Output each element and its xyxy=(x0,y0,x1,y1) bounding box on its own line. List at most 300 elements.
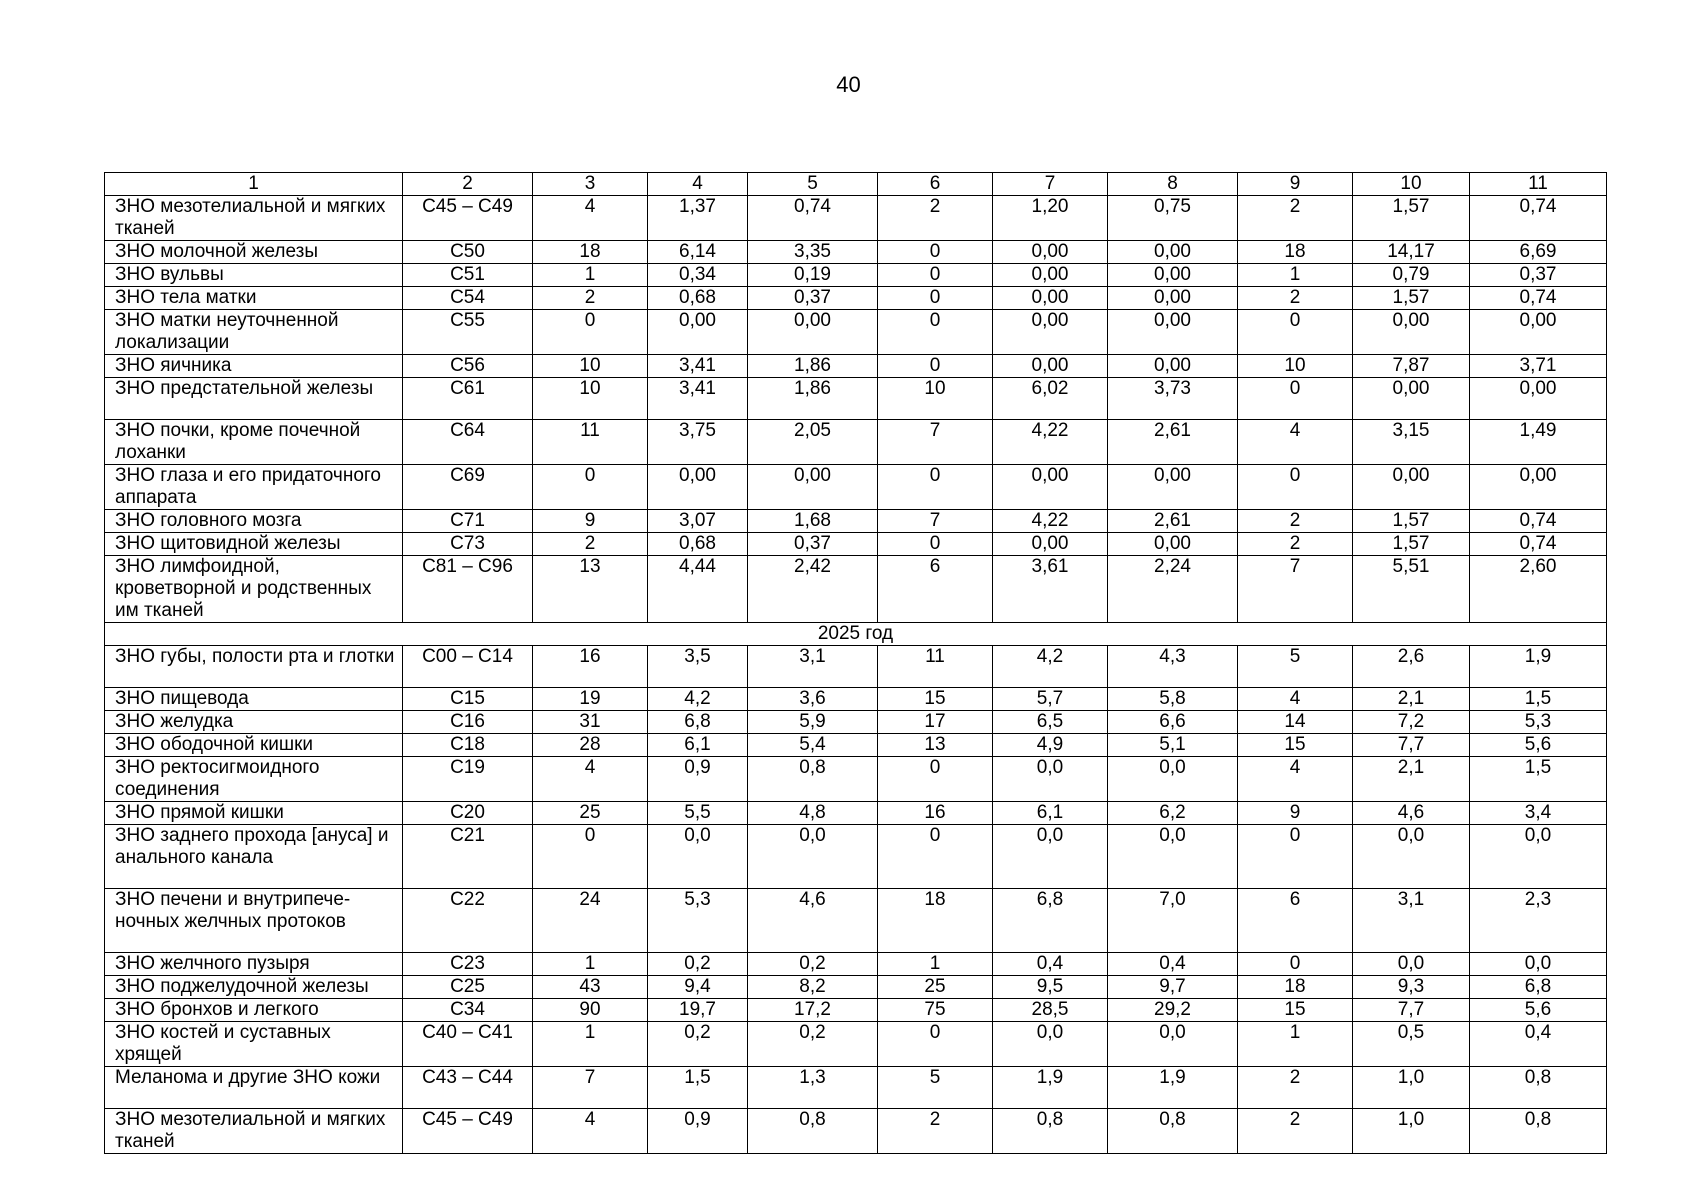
table-cell: 3,75 xyxy=(648,420,748,465)
table-cell: 9,3 xyxy=(1353,976,1470,999)
table-cell: 0,0 xyxy=(1108,757,1238,802)
table-cell: 2 xyxy=(1238,533,1353,556)
table-cell: 2 xyxy=(1238,287,1353,310)
header-cell: 8 xyxy=(1108,173,1238,196)
table-cell: 0,00 xyxy=(993,310,1108,355)
table-cell: 1,5 xyxy=(1470,688,1607,711)
table-cell: 4 xyxy=(1238,688,1353,711)
table-cell: 0,0 xyxy=(1353,825,1470,889)
table-cell: 4,6 xyxy=(748,889,878,953)
table-cell: 0,8 xyxy=(993,1109,1108,1154)
row-name-cell: ЗНО мезотелиальной и мягких тканей xyxy=(105,196,403,241)
table-cell: 1,86 xyxy=(748,378,878,420)
table-row xyxy=(105,420,1607,465)
table-cell: 1 xyxy=(533,1022,648,1067)
table-cell: С21 xyxy=(403,825,533,889)
table-cell: 16 xyxy=(878,802,993,825)
table-cell: 18 xyxy=(533,241,648,264)
table-cell: 7,2 xyxy=(1353,711,1470,734)
table-cell: 3,35 xyxy=(748,241,878,264)
table-cell: 0,8 xyxy=(748,1109,878,1154)
table-cell: 1 xyxy=(878,953,993,976)
table-row xyxy=(105,757,1607,802)
table-cell: 0,0 xyxy=(1470,953,1607,976)
table-row xyxy=(105,510,1607,533)
table-cell: 2,6 xyxy=(1353,646,1470,688)
table-cell: 1,9 xyxy=(1108,1067,1238,1109)
table-cell: 11 xyxy=(533,420,648,465)
table-cell: 1 xyxy=(533,264,648,287)
table-cell: 1,68 xyxy=(748,510,878,533)
table-cell: 4,3 xyxy=(1108,646,1238,688)
table-cell: 0 xyxy=(878,533,993,556)
table-cell: 5,3 xyxy=(648,889,748,953)
table-cell: 2,60 xyxy=(1470,556,1607,623)
table-cell: 1,57 xyxy=(1353,196,1470,241)
table-cell: 2,05 xyxy=(748,420,878,465)
table-cell: С64 xyxy=(403,420,533,465)
table-cell: 0,4 xyxy=(993,953,1108,976)
table-cell: 0 xyxy=(1238,953,1353,976)
table-cell: 9,4 xyxy=(648,976,748,999)
table-cell: 4,44 xyxy=(648,556,748,623)
table-cell: 5,7 xyxy=(993,688,1108,711)
header-cell: 1 xyxy=(105,173,403,196)
table-cell: 0,00 xyxy=(993,264,1108,287)
table-cell: 0,0 xyxy=(993,825,1108,889)
table-cell: 0,9 xyxy=(648,757,748,802)
table-cell: 0 xyxy=(878,465,993,510)
table-cell: 7 xyxy=(1238,556,1353,623)
table-cell: 0 xyxy=(878,310,993,355)
table-cell: 7,0 xyxy=(1108,889,1238,953)
table-cell: 0,00 xyxy=(993,241,1108,264)
table-cell: 0,2 xyxy=(648,953,748,976)
table-cell: 5,3 xyxy=(1470,711,1607,734)
row-name-cell: ЗНО заднего прохода [ануса] и анального канала xyxy=(105,825,403,889)
table-cell: 0,0 xyxy=(1353,953,1470,976)
row-name-cell: ЗНО ректосигмоидного соединения xyxy=(105,757,403,802)
table-cell: 3,6 xyxy=(748,688,878,711)
table-row xyxy=(105,953,1607,976)
row-name-cell: ЗНО желчного пузыря xyxy=(105,953,403,976)
table-cell: 1,86 xyxy=(748,355,878,378)
table-cell: 3,07 xyxy=(648,510,748,533)
table-cell: 18 xyxy=(1238,241,1353,264)
table-cell: 0,00 xyxy=(1353,310,1470,355)
table-cell: 0,74 xyxy=(1470,510,1607,533)
table-cell: 7,7 xyxy=(1353,734,1470,757)
table-cell: 6,1 xyxy=(648,734,748,757)
table-cell: 0,0 xyxy=(648,825,748,889)
table-cell: С15 xyxy=(403,688,533,711)
table-cell: 6,1 xyxy=(993,802,1108,825)
table-cell: С40 – С41 xyxy=(403,1022,533,1067)
table-cell: 4 xyxy=(533,1109,648,1154)
table-cell: 2,61 xyxy=(1108,510,1238,533)
row-name-cell: ЗНО ободочной кишки xyxy=(105,734,403,757)
table-cell: 0,74 xyxy=(1470,196,1607,241)
table-row xyxy=(105,889,1607,953)
table-cell: 25 xyxy=(533,802,648,825)
row-name-cell: ЗНО печени и внутрипече-ночных желчных протоков xyxy=(105,889,403,953)
table-cell: 28 xyxy=(533,734,648,757)
table-cell: С25 xyxy=(403,976,533,999)
table-row xyxy=(105,287,1607,310)
table-cell: 6,8 xyxy=(1470,976,1607,999)
table-cell: 2,42 xyxy=(748,556,878,623)
table-cell: 0,00 xyxy=(1108,241,1238,264)
table-row xyxy=(105,465,1607,510)
table-cell: 2 xyxy=(533,533,648,556)
table-cell: С00 – С14 xyxy=(403,646,533,688)
table-cell: 0,34 xyxy=(648,264,748,287)
table-cell: 0 xyxy=(878,355,993,378)
table-cell: 9,7 xyxy=(1108,976,1238,999)
table-cell: 0,8 xyxy=(1108,1109,1238,1154)
table-cell: С19 xyxy=(403,757,533,802)
table-cell: 5,51 xyxy=(1353,556,1470,623)
table-cell: 10 xyxy=(533,378,648,420)
table-cell: 7,87 xyxy=(1353,355,1470,378)
header-cell: 9 xyxy=(1238,173,1353,196)
table-cell: 3,1 xyxy=(1353,889,1470,953)
table-cell: 19 xyxy=(533,688,648,711)
row-name-cell: ЗНО щитовидной железы xyxy=(105,533,403,556)
row-name-cell: ЗНО глаза и его придаточного аппарата xyxy=(105,465,403,510)
table-cell: 0,00 xyxy=(1353,465,1470,510)
table-cell: 3,61 xyxy=(993,556,1108,623)
table-cell: 8,2 xyxy=(748,976,878,999)
table-cell: С45 – С49 xyxy=(403,1109,533,1154)
table-cell: 1,5 xyxy=(648,1067,748,1109)
table-cell: 0,00 xyxy=(993,465,1108,510)
table-cell: 0 xyxy=(878,241,993,264)
table-cell: 0,4 xyxy=(1470,1022,1607,1067)
table-cell: 0,00 xyxy=(1470,310,1607,355)
table-cell: 0,9 xyxy=(648,1109,748,1154)
table-row xyxy=(105,196,1607,241)
table-cell: 0,00 xyxy=(993,355,1108,378)
table-cell: 15 xyxy=(1238,734,1353,757)
table-cell: 18 xyxy=(878,889,993,953)
table-cell: 75 xyxy=(878,999,993,1022)
table-cell: 31 xyxy=(533,711,648,734)
table-cell: 4,22 xyxy=(993,510,1108,533)
table-cell: 5,9 xyxy=(748,711,878,734)
table-cell: 0,00 xyxy=(1108,264,1238,287)
table-cell: 0,00 xyxy=(1470,465,1607,510)
table-cell: 14 xyxy=(1238,711,1353,734)
table-cell: 4,6 xyxy=(1353,802,1470,825)
table-cell: 0,00 xyxy=(1108,310,1238,355)
table-cell: 2,3 xyxy=(1470,889,1607,953)
table-cell: 10 xyxy=(878,378,993,420)
table-cell: 1,0 xyxy=(1353,1109,1470,1154)
table-row xyxy=(105,355,1607,378)
table-cell: 0,00 xyxy=(648,310,748,355)
table-cell: С50 xyxy=(403,241,533,264)
table-cell: 0,79 xyxy=(1353,264,1470,287)
table-cell: 2 xyxy=(1238,1067,1353,1109)
table-cell: 17 xyxy=(878,711,993,734)
table-row xyxy=(105,556,1607,623)
table-cell: 0,00 xyxy=(1108,287,1238,310)
table-cell: С69 xyxy=(403,465,533,510)
table-cell: 4,22 xyxy=(993,420,1108,465)
row-name-cell: Меланома и другие ЗНО кожи xyxy=(105,1067,403,1109)
table-cell: 1,9 xyxy=(1470,646,1607,688)
table-row xyxy=(105,825,1607,889)
table-cell: 6,2 xyxy=(1108,802,1238,825)
table-cell: С54 xyxy=(403,287,533,310)
header-cell: 11 xyxy=(1470,173,1607,196)
table-cell: 2,1 xyxy=(1353,757,1470,802)
table-cell: С51 xyxy=(403,264,533,287)
table-cell: 0,19 xyxy=(748,264,878,287)
row-name-cell: ЗНО головного мозга xyxy=(105,510,403,533)
table-cell: 11 xyxy=(878,646,993,688)
section-label: 2025 год xyxy=(105,623,1607,646)
table-cell: 4 xyxy=(1238,420,1353,465)
table-cell: 0,0 xyxy=(1470,825,1607,889)
table-cell: 13 xyxy=(878,734,993,757)
table-cell: 0,5 xyxy=(1353,1022,1470,1067)
table-cell: 4 xyxy=(533,757,648,802)
table-cell: 0,75 xyxy=(1108,196,1238,241)
row-name-cell: ЗНО поджелудочной железы xyxy=(105,976,403,999)
table-cell: 0 xyxy=(1238,378,1353,420)
table-cell: 0 xyxy=(533,825,648,889)
table-cell: 3,41 xyxy=(648,378,748,420)
table-cell: 6,02 xyxy=(993,378,1108,420)
table-cell: 6 xyxy=(1238,889,1353,953)
table-cell: 0,74 xyxy=(1470,533,1607,556)
table-cell: 1,49 xyxy=(1470,420,1607,465)
table-cell: 6,6 xyxy=(1108,711,1238,734)
table-row xyxy=(105,1109,1607,1154)
table-cell: 17,2 xyxy=(748,999,878,1022)
table-cell: С71 xyxy=(403,510,533,533)
table-row xyxy=(105,533,1607,556)
header-row xyxy=(105,173,1607,196)
table-cell: 0,8 xyxy=(1470,1067,1607,1109)
table-cell: 6,14 xyxy=(648,241,748,264)
table-cell: 0,8 xyxy=(1470,1109,1607,1154)
table-cell: 1,3 xyxy=(748,1067,878,1109)
table-cell: 5,8 xyxy=(1108,688,1238,711)
table-cell: С22 xyxy=(403,889,533,953)
row-name-cell: ЗНО яичника xyxy=(105,355,403,378)
table-cell: 3,1 xyxy=(748,646,878,688)
table-cell: 9 xyxy=(533,510,648,533)
table-cell: 0 xyxy=(533,465,648,510)
header-cell: 3 xyxy=(533,173,648,196)
table-cell: 0,00 xyxy=(1470,378,1607,420)
table-cell: 5,6 xyxy=(1470,734,1607,757)
table-cell: 0,0 xyxy=(993,757,1108,802)
table-cell: 0,68 xyxy=(648,533,748,556)
table-cell: 0,00 xyxy=(748,310,878,355)
table-cell: С43 – С44 xyxy=(403,1067,533,1109)
row-name-cell: ЗНО матки неуточненной локализации xyxy=(105,310,403,355)
table-cell: 6,5 xyxy=(993,711,1108,734)
table-cell: 0,2 xyxy=(748,953,878,976)
table-cell: 0,00 xyxy=(1108,465,1238,510)
row-name-cell: ЗНО губы, полости рта и глотки xyxy=(105,646,403,688)
table-cell: 0,0 xyxy=(1108,1022,1238,1067)
row-name-cell: ЗНО пищевода xyxy=(105,688,403,711)
table-cell: 1,5 xyxy=(1470,757,1607,802)
row-name-cell: ЗНО вульвы xyxy=(105,264,403,287)
table-cell: 0,37 xyxy=(1470,264,1607,287)
section-row xyxy=(105,623,1607,646)
table-cell: 0,00 xyxy=(648,465,748,510)
table-cell: 2 xyxy=(1238,196,1353,241)
table-cell: 0,74 xyxy=(748,196,878,241)
table-cell: 0 xyxy=(1238,825,1353,889)
table-cell: 3,15 xyxy=(1353,420,1470,465)
table-row xyxy=(105,802,1607,825)
table-cell: С18 xyxy=(403,734,533,757)
table-cell: 1,20 xyxy=(993,196,1108,241)
table-cell: 9,5 xyxy=(993,976,1108,999)
table-cell: 3,41 xyxy=(648,355,748,378)
table-cell: 4,8 xyxy=(748,802,878,825)
table-cell: 0,0 xyxy=(1108,825,1238,889)
table-cell: 3,5 xyxy=(648,646,748,688)
table-cell: 5,1 xyxy=(1108,734,1238,757)
header-cell: 10 xyxy=(1353,173,1470,196)
table-cell: 0 xyxy=(1238,465,1353,510)
table-cell: 10 xyxy=(533,355,648,378)
table-cell: 0,37 xyxy=(748,533,878,556)
table-cell: 2 xyxy=(878,196,993,241)
table-cell: 4 xyxy=(1238,757,1353,802)
table-cell: 0,2 xyxy=(648,1022,748,1067)
table-cell: 19,7 xyxy=(648,999,748,1022)
row-name-cell: ЗНО тела матки xyxy=(105,287,403,310)
table-cell: 15 xyxy=(878,688,993,711)
row-name-cell: ЗНО желудка xyxy=(105,711,403,734)
table-row xyxy=(105,264,1607,287)
table-cell: 4,2 xyxy=(648,688,748,711)
header-cell: 5 xyxy=(748,173,878,196)
table-cell: 0,0 xyxy=(993,1022,1108,1067)
table-cell: 5,6 xyxy=(1470,999,1607,1022)
table-row xyxy=(105,1067,1607,1109)
table-cell: 25 xyxy=(878,976,993,999)
table-cell: 2 xyxy=(1238,1109,1353,1154)
header-cell: 4 xyxy=(648,173,748,196)
table-row xyxy=(105,378,1607,420)
row-name-cell: ЗНО прямой кишки xyxy=(105,802,403,825)
table-cell: 0,68 xyxy=(648,287,748,310)
table-cell: 1 xyxy=(1238,264,1353,287)
table-cell: С45 – С49 xyxy=(403,196,533,241)
table-cell: 16 xyxy=(533,646,648,688)
table-cell: С73 xyxy=(403,533,533,556)
table-cell: 28,5 xyxy=(993,999,1108,1022)
table-row xyxy=(105,310,1607,355)
table-cell: 4,2 xyxy=(993,646,1108,688)
table-cell: 5 xyxy=(878,1067,993,1109)
statistics-table xyxy=(104,172,1607,1154)
table-cell: 10 xyxy=(1238,355,1353,378)
row-name-cell: ЗНО лимфоидной, кроветворной и родственных им тканей xyxy=(105,556,403,623)
table-cell: 18 xyxy=(1238,976,1353,999)
table-cell: 13 xyxy=(533,556,648,623)
table-cell: С56 xyxy=(403,355,533,378)
table-cell: 3,71 xyxy=(1470,355,1607,378)
table-cell: С34 xyxy=(403,999,533,1022)
header-cell: 2 xyxy=(403,173,533,196)
table-cell: С20 xyxy=(403,802,533,825)
table-cell: 1 xyxy=(1238,1022,1353,1067)
table-cell: 2,24 xyxy=(1108,556,1238,623)
table-cell: 2 xyxy=(1238,510,1353,533)
table-cell: 6,8 xyxy=(993,889,1108,953)
table-cell: 2,61 xyxy=(1108,420,1238,465)
table-cell: 0 xyxy=(1238,310,1353,355)
table-cell: С23 xyxy=(403,953,533,976)
row-name-cell: ЗНО молочной железы xyxy=(105,241,403,264)
table-cell: 24 xyxy=(533,889,648,953)
table-cell: 0,2 xyxy=(748,1022,878,1067)
table-cell: 0,4 xyxy=(1108,953,1238,976)
table-cell: 1,57 xyxy=(1353,287,1470,310)
table-row xyxy=(105,646,1607,688)
table-cell: 4 xyxy=(533,196,648,241)
table-cell: 43 xyxy=(533,976,648,999)
page-number: 40 xyxy=(836,72,861,97)
table-cell: 1,0 xyxy=(1353,1067,1470,1109)
table-cell: С55 xyxy=(403,310,533,355)
table-cell: 0,74 xyxy=(1470,287,1607,310)
table-cell: 90 xyxy=(533,999,648,1022)
table-cell: 0 xyxy=(878,264,993,287)
table-cell: 7 xyxy=(533,1067,648,1109)
table-cell: 0,00 xyxy=(993,533,1108,556)
table-cell: 3,4 xyxy=(1470,802,1607,825)
table-cell: 7 xyxy=(878,420,993,465)
table-cell: 0,00 xyxy=(993,287,1108,310)
table-cell: 0,00 xyxy=(1108,355,1238,378)
table-cell: 2 xyxy=(878,1109,993,1154)
table-cell: 9 xyxy=(1238,802,1353,825)
table-cell: 0,0 xyxy=(748,825,878,889)
table-cell: 1 xyxy=(533,953,648,976)
table-cell: 6 xyxy=(878,556,993,623)
table-row xyxy=(105,711,1607,734)
table-cell: 2,1 xyxy=(1353,688,1470,711)
table-cell: 3,73 xyxy=(1108,378,1238,420)
row-name-cell: ЗНО предстательной железы xyxy=(105,378,403,420)
table-row xyxy=(105,976,1607,999)
table-cell: 2 xyxy=(533,287,648,310)
table-cell: С81 – С96 xyxy=(403,556,533,623)
table-cell: 7 xyxy=(878,510,993,533)
table-cell: 0 xyxy=(878,757,993,802)
table-cell: 0,00 xyxy=(748,465,878,510)
row-name-cell: ЗНО почки, кроме почечной лоханки xyxy=(105,420,403,465)
table-cell: 15 xyxy=(1238,999,1353,1022)
table-cell: 4,9 xyxy=(993,734,1108,757)
row-name-cell: ЗНО костей и суставных хрящей xyxy=(105,1022,403,1067)
table-cell: С61 xyxy=(403,378,533,420)
table-row xyxy=(105,1022,1607,1067)
table-cell: 0,8 xyxy=(748,757,878,802)
